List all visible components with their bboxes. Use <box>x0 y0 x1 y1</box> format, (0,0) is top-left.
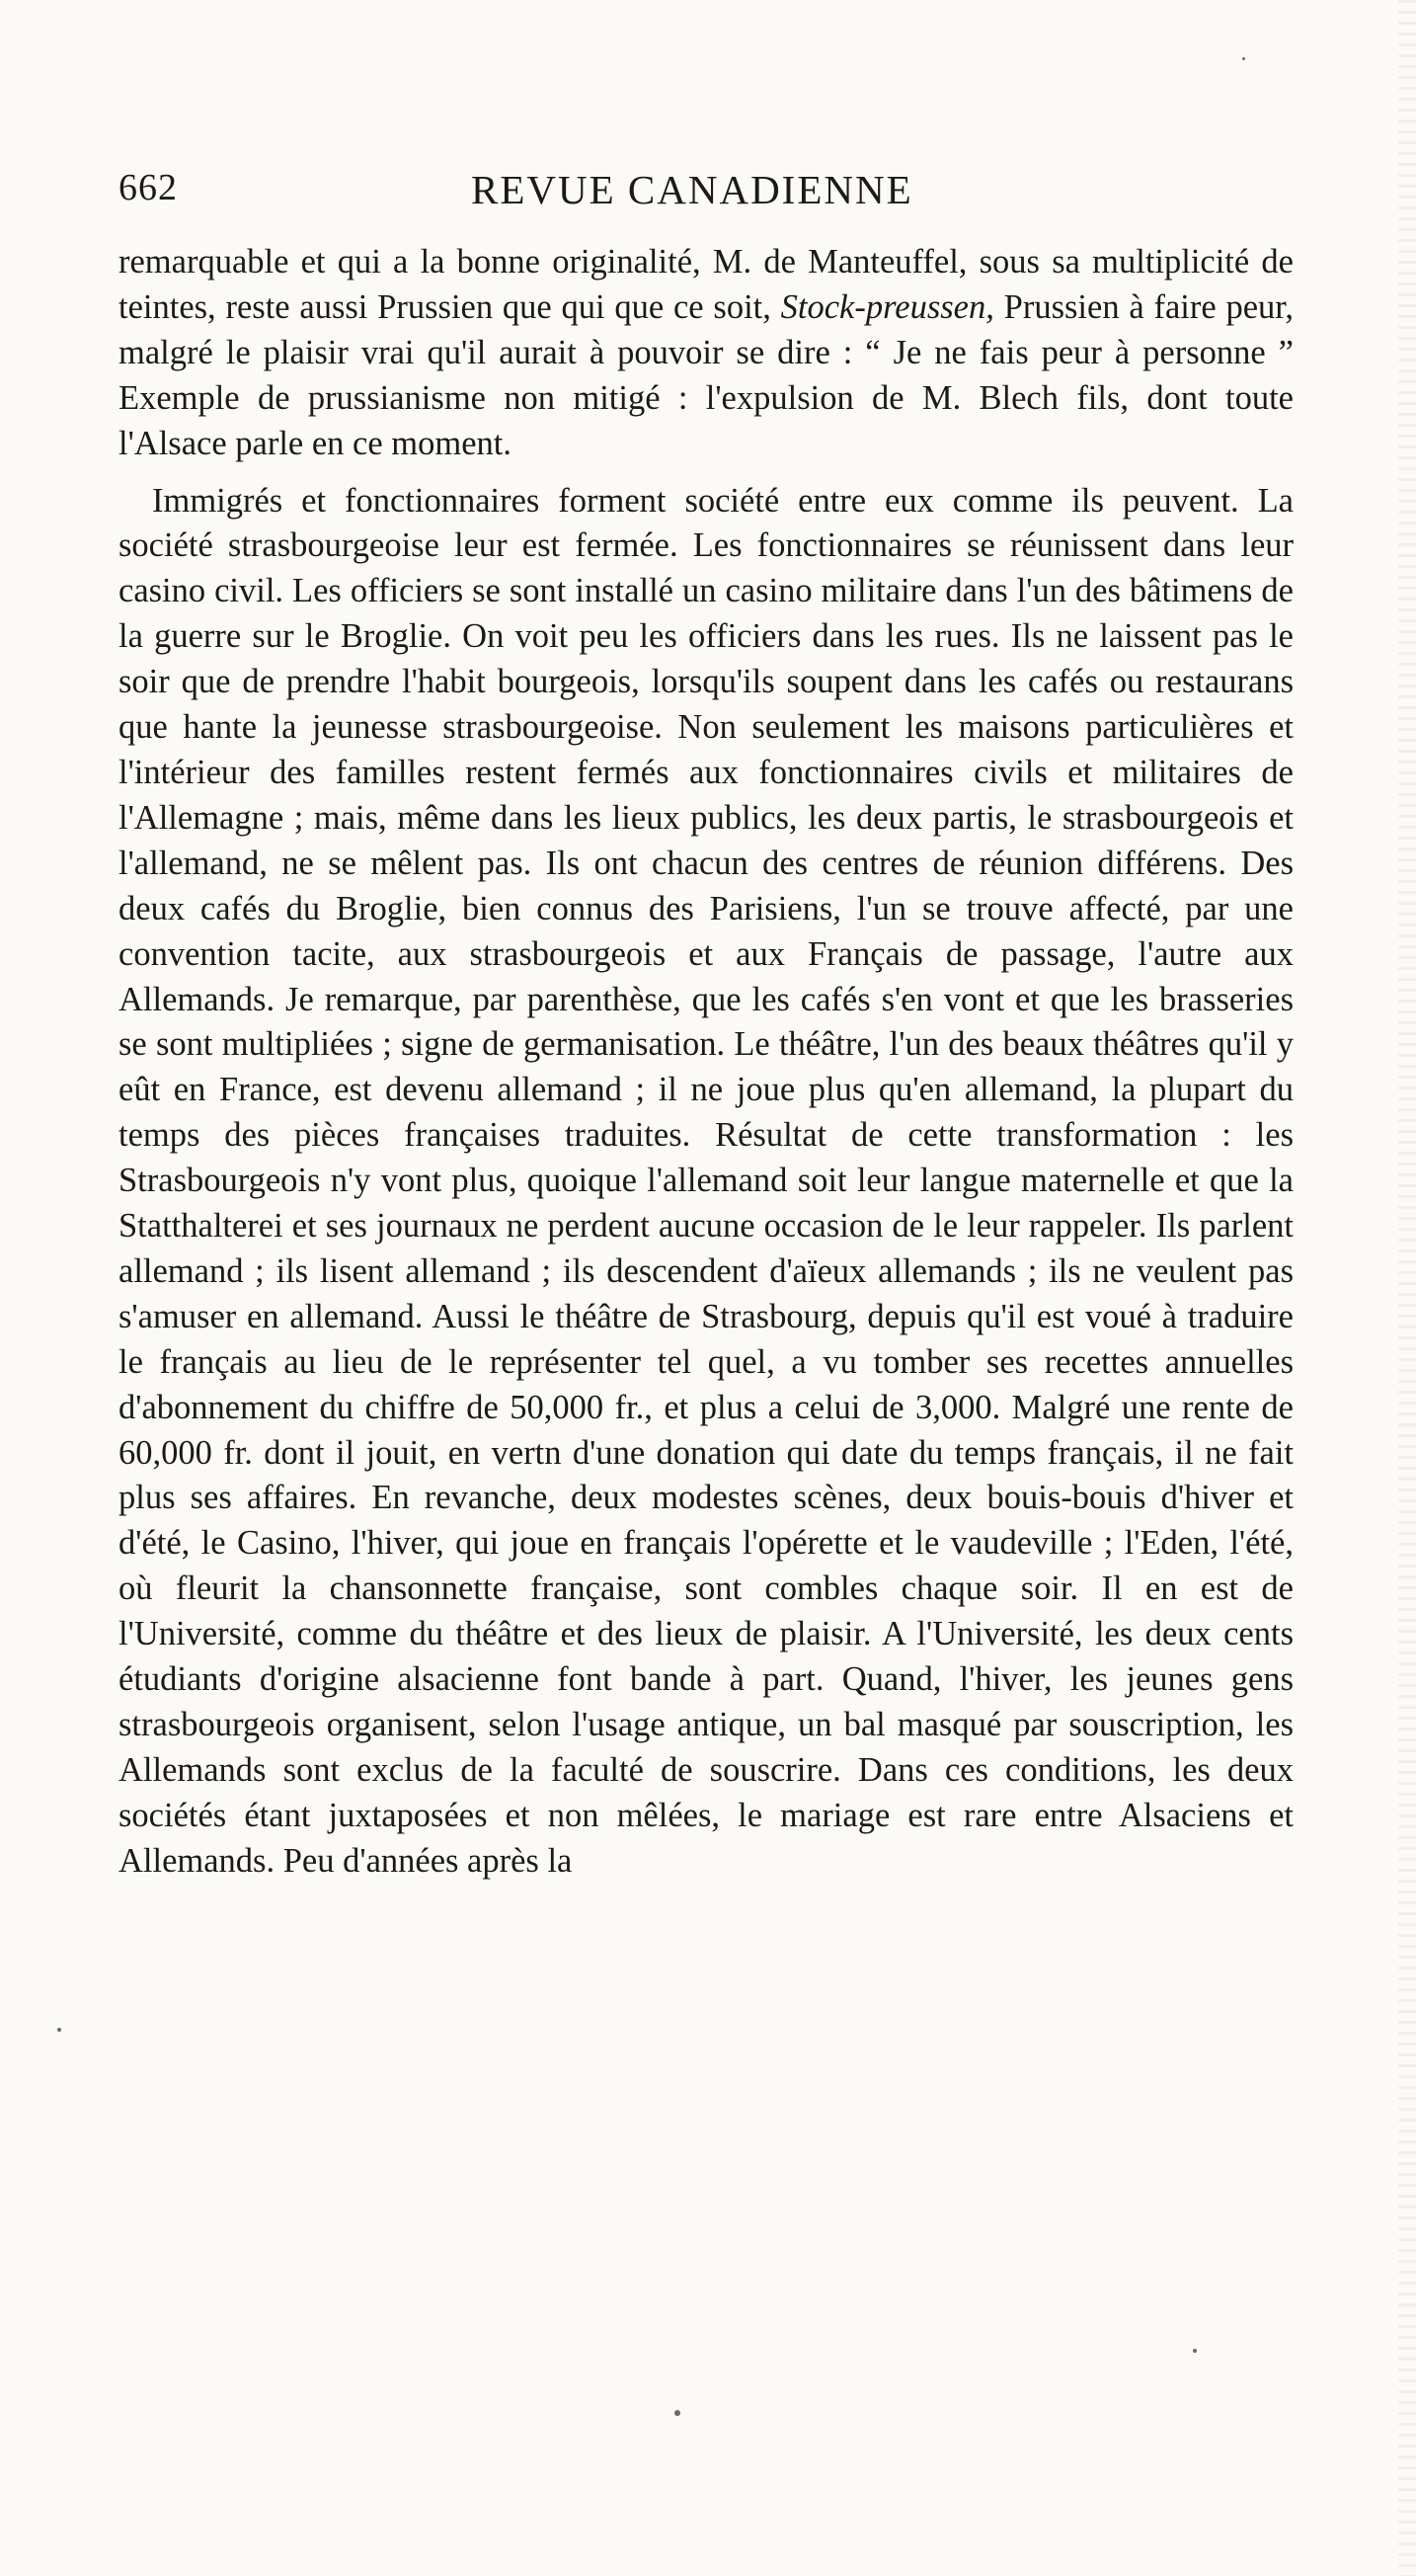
ink-speck <box>1193 2349 1197 2353</box>
paragraph-1-rest: Prussien à faire peur, malgré le plaisir vrai qu'il aurait à pouvoir se dire : “ Je ne fais peur à personne ” Exemple de prussianisme non mitigé : l'expulsion de M. Blech fils, dont toute l'Alsace parle en ce moment. <box>118 287 1294 462</box>
page-number: 662 <box>118 167 178 208</box>
scan-edge <box>1398 0 1416 2576</box>
body-text <box>118 240 1294 1885</box>
running-head <box>118 166 1284 225</box>
paragraph-2: Immigrés et fonctionnaires forment société entre eux comme ils peuvent. La société strasbourgeoise leur est fermée. Les fonctionnaires se réunissent dans leur casino civil. Les officiers se sont installé un casino militaire dans l'un des bâtimens de la guerre sur le Broglie. On voit peu les officiers dans les rues. Ils ne laissent pas le soir que de prendre l'habit bourgeois, lorsqu'ils soupent dans les cafés ou restaurans que hante la jeunesse strasbourgeoise. Non seulement les maisons particulières et l'intérieur des familles restent fermés aux fonctionnaires civils et militaires de l'Allemagne ; mais, même dans les lieux publics, les deux partis, le strasbourgeois et l'allemand, ne se mêlent pas. Ils ont chacun des centres de réunion différens. Des deux cafés du Broglie, bien connus des Parisiens, l'un se trouve affecté, par une convention tacite, aux strasbourgeois et aux Français de passage, l'autre aux Allemands. Je remarque, par parenthèse, que les cafés s'en vont et que les brasseries se sont multipliées ; signe de germanisation. Le théâtre, l'un des beaux théâtres qu'il y eût en France, est devenu allemand ; il ne joue plus qu'en allemand, la plupart du temps des pièces françaises traduites. Résultat de cette transformation : les Strasbourgeois n'y vont plus, quoique l'allemand soit leur langue maternelle et que la Statthalterei et ses journaux ne perdent aucune occasion de le leur rappeler. Ils parlent allemand ; ils lisent allemand ; ils descendent d'aïeux allemands ; ils ne veulent pas s'amuser en allemand. Aussi le théâtre de Strasbourg, depuis qu'il est voué à traduire le français au lieu de le représenter tel quel, a vu tomber ses recettes annuelles d'abonnement du chiffre de 50,000 fr., et plus a celui de 3,000. Malgré une rente de 60,000 fr. dont il jouit, en vertn d'une donation qui date du temps français, il ne fait plus ses affaires. En revanche, deux modestes scènes, deux bouis-bouis d'hiver et d'été, le Casino, l'hiver, qui joue en français l'opérette et le vaudeville ; l'Eden, l'été, où fleurit la chansonnette française, sont combles chaque soir. Il en est de l'Université, comme du théâtre et des lieux de plaisir. A l'Université, les deux cents étudiants d'origine alsacienne font bande à part. Quand, l'hiver, les jeunes gens strasbourgeois organisent, selon l'usage antique, un bal masqué par souscription, les Allemands sont exclus de la faculté de souscrire. Dans ces conditions, les deux sociétés étant juxtaposées et non mêlées, le mariage est rare entre Alsaciens et Allemands. Peu d'années après la <box>118 481 1294 1880</box>
ink-speck <box>57 2028 61 2032</box>
paragraph-1-text: remarquable et qui a la bonne originalité, M. de Manteuffel, sous sa multiplicité de teintes, reste aussi Prussien que qui que ce soit, <box>118 243 1294 326</box>
paragraph-1 <box>118 240 1294 467</box>
paragraph-1-italic: Stock-preussen, <box>780 287 994 326</box>
journal-title: REVUE CANADIENNE <box>471 167 913 212</box>
ink-speck <box>674 2410 680 2416</box>
ink-speck <box>1242 57 1245 60</box>
